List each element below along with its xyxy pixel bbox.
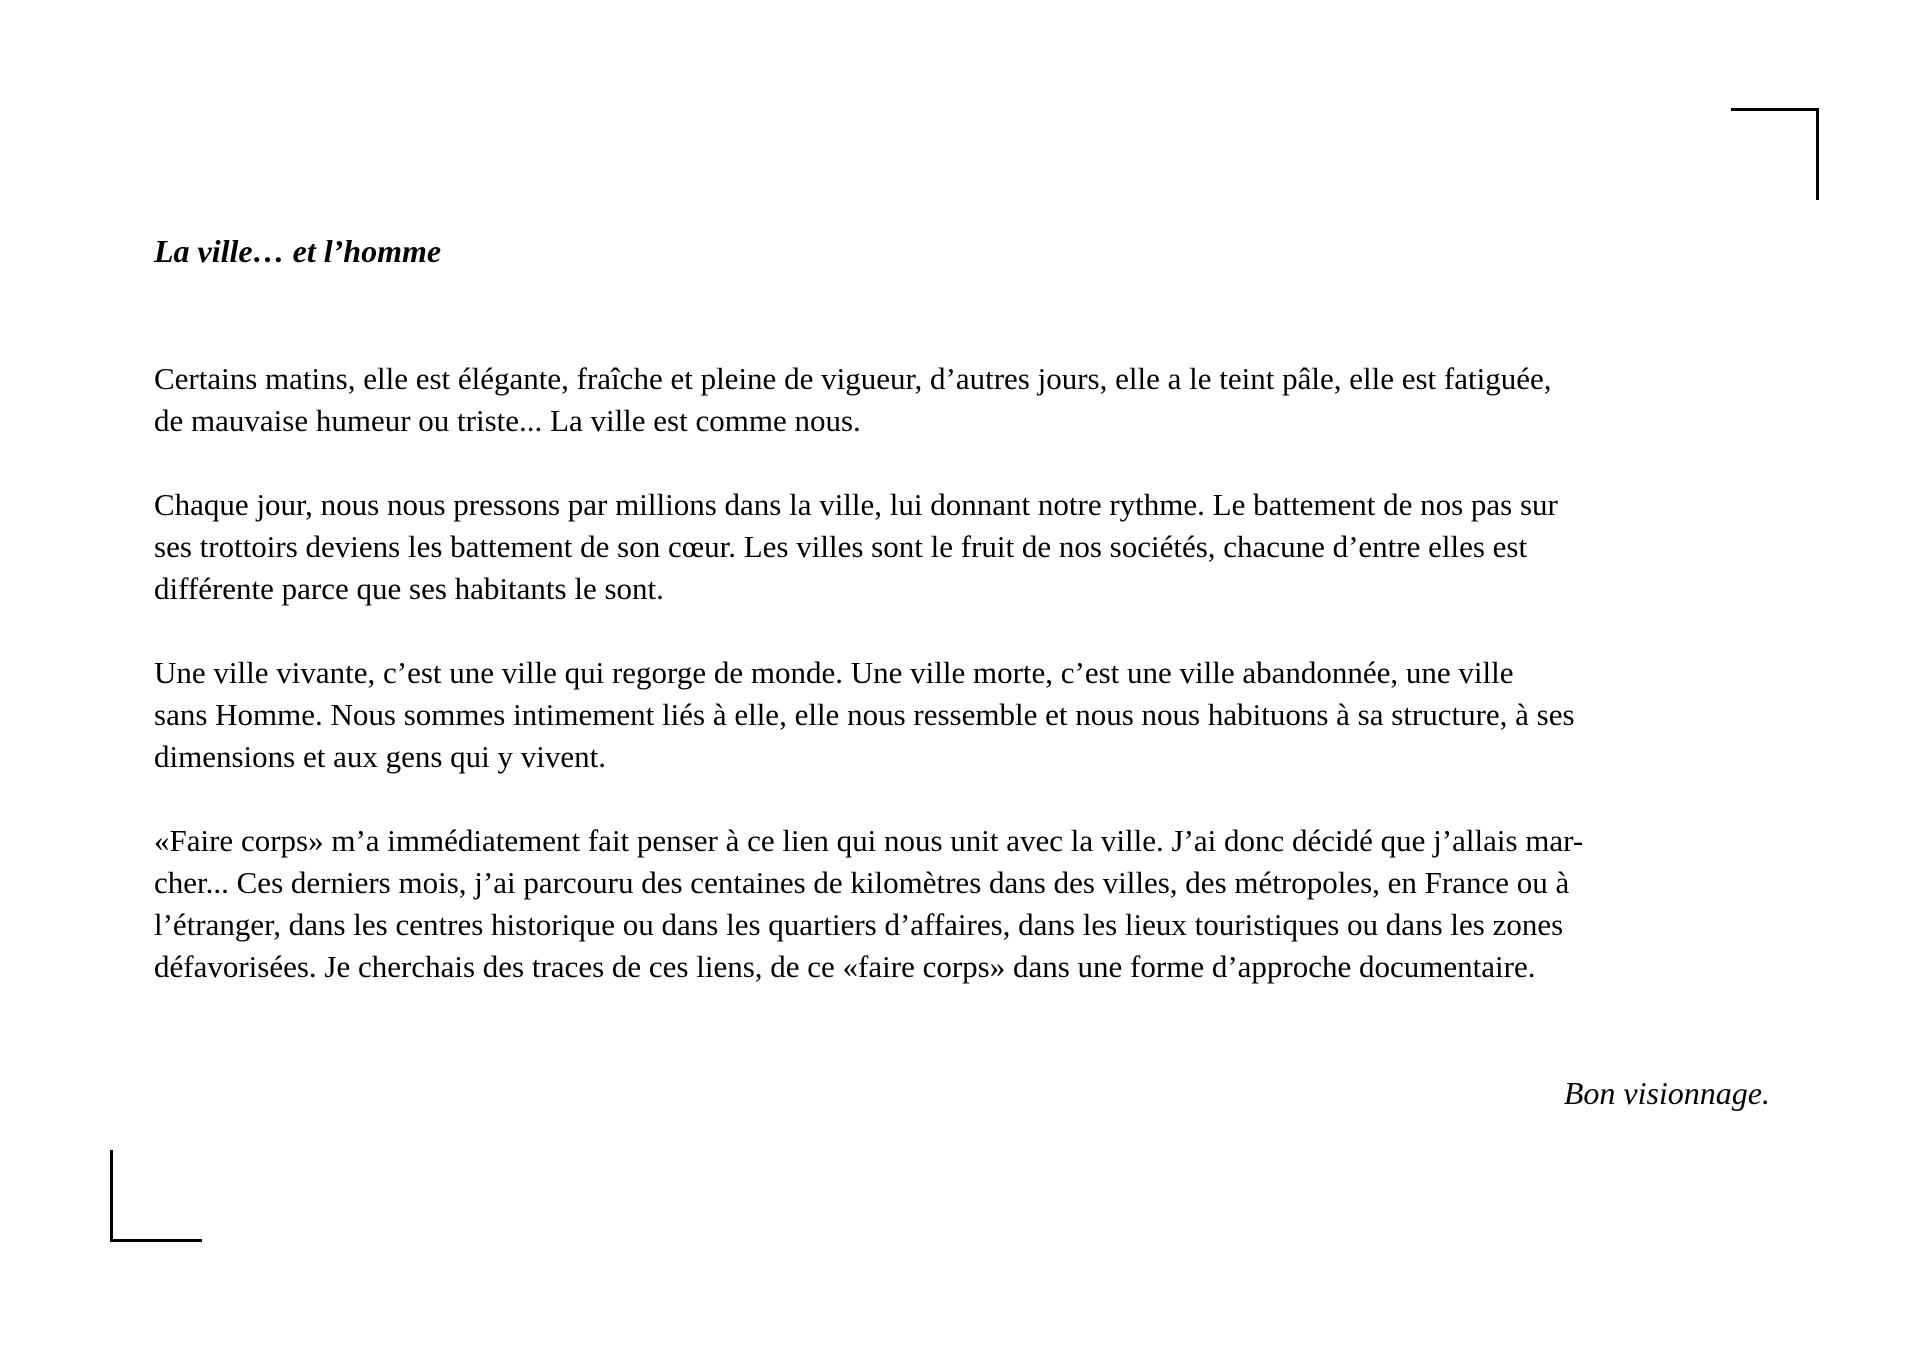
document-title: La ville… et l’homme xyxy=(154,233,442,269)
paragraph-4: «Faire corps» m’a immédiatement fait penser à ce lien qui nous unit avec la ville. J’ai donc décidé que j’allais mar- cher... Ces derniers mois, j’ai parcouru des centaines de kilomètres dans des villes, des métropoles, en France ou à l’étranger, dans les centres historique ou dans les quartiers d’affaires, dans les lieux touristiques ou dans les zones défavorisées. Je cherchais des traces de ces liens, de ce «faire corps» dans une forme d’approche documentaire. xyxy=(154,823,1584,984)
paragraph-2: Chaque jour, nous nous pressons par millions dans la ville, lui donnant notre rythme. Le battement de nos pas sur ses trottoirs deviens les battement de son cœur. Les villes sont le fruit de nos sociétés, chacune d’entre elles est différente parce que ses habitants le sont. xyxy=(154,487,1558,606)
paragraph-1: Certains matins, elle est élégante, fraîche et pleine de vigueur, d’autres jours, elle a le teint pâle, elle est fatiguée, de mauvaise humeur ou triste... La ville est comme nous. xyxy=(154,361,1552,438)
body-text xyxy=(154,358,1772,1030)
corner-mark-top-right xyxy=(1731,108,1819,200)
corner-mark-bottom-left xyxy=(110,1150,202,1242)
closing-line: Bon visionnage. xyxy=(1563,1075,1770,1111)
paragraph-3: Une ville vivante, c’est une ville qui regorge de monde. Une ville morte, c’est une ville abandonnée, une ville sans Homme. Nous sommes intimement liés à elle, elle nous ressemble et nous nous habituons à sa structure, à ses dimensions et aux gens qui y vivent. xyxy=(154,655,1575,774)
